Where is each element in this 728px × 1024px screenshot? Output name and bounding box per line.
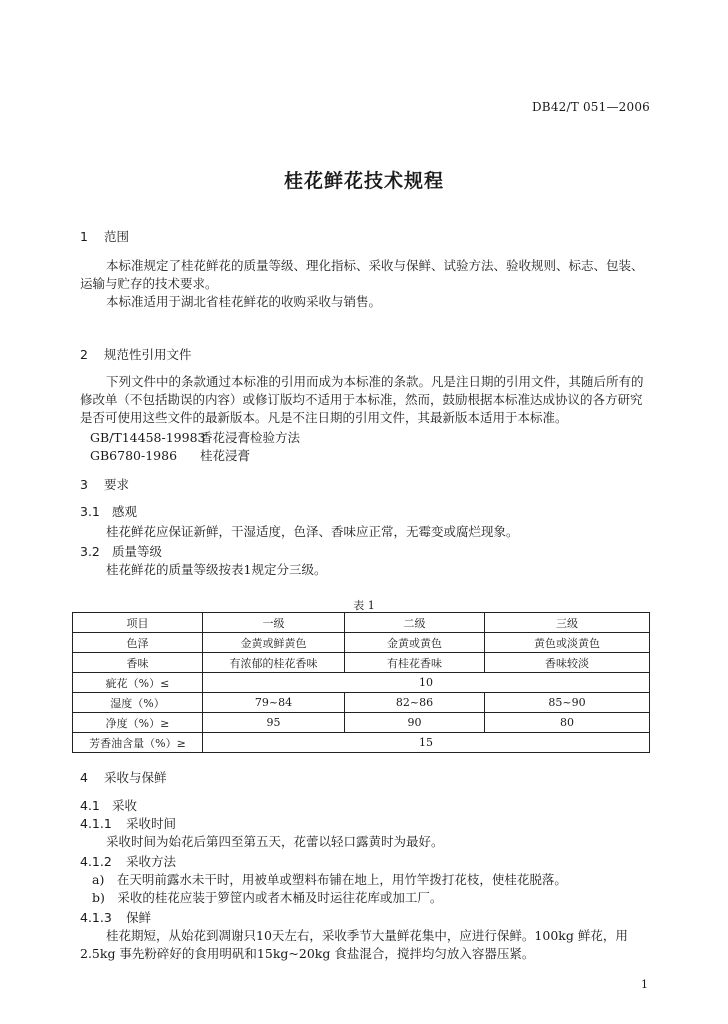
table-row xyxy=(73,633,650,653)
table-cell: 15 xyxy=(203,733,650,753)
table-cell: 90 xyxy=(345,713,485,733)
quality-grade-table xyxy=(72,612,650,753)
paragraph-line: 本标准规定了桂花鲜花的质量等级、理化指标、采收与保鲜、试验方法、验收规则、标志、包装、 xyxy=(106,258,644,273)
subsection-title: 感观 xyxy=(112,504,138,519)
section-1-heading xyxy=(80,227,129,245)
paragraph-line: 本标准适用于湖北省桂花鲜花的收购采收与销售。 xyxy=(106,294,382,309)
section-2-heading xyxy=(80,345,192,363)
table-header-cell: 三级 xyxy=(485,613,650,633)
subsection-number: 4.1 xyxy=(80,798,100,813)
table-cell: 芳香油含量（%）≥ xyxy=(73,733,203,753)
table-header-row xyxy=(73,613,650,633)
table-cell: 黄色或淡黄色 xyxy=(485,633,650,653)
section-number: 1 xyxy=(80,229,88,244)
subsection-title: 采收方法 xyxy=(126,854,177,869)
subsection-3-2-heading xyxy=(80,542,162,560)
table-header-cell: 二级 xyxy=(345,613,485,633)
table-cell: 85~90 xyxy=(485,693,650,713)
table-cell: 香味较淡 xyxy=(485,653,650,673)
reference-code: GB/T14458-19983 xyxy=(90,430,206,445)
subsection-number: 4.1.3 xyxy=(80,910,112,925)
table-cell: 79~84 xyxy=(203,693,345,713)
reference-name: 香花浸膏检验方法 xyxy=(200,430,301,445)
table-cell: 95 xyxy=(203,713,345,733)
subsection-4-1-3-heading xyxy=(80,908,151,926)
table-row xyxy=(73,733,650,753)
section-4-heading xyxy=(80,768,167,786)
table-cell: 色泽 xyxy=(73,633,203,653)
table-header-cell: 项目 xyxy=(73,613,203,633)
standard-code: DB42/T 051—2006 xyxy=(531,100,650,114)
paragraph-line: 桂花期短，从始花到凋谢只10天左右，采收季节大量鲜花集中，应进行保鲜。100kg 鲜花，用 xyxy=(106,928,628,943)
subsection-title: 质量等级 xyxy=(112,544,163,559)
paragraph-line: 修改单（不包括勘误的内容）或修订版均不适用于本标准，然而，鼓励根据本标准达成协议的各方研究 xyxy=(80,392,643,407)
subsection-title: 采收时间 xyxy=(126,816,177,831)
table-row xyxy=(73,713,650,733)
table-row xyxy=(73,673,650,693)
table-cell: 香味 xyxy=(73,653,203,673)
table-caption: 表 1 xyxy=(353,599,375,612)
subsection-number: 4.1.2 xyxy=(80,854,112,869)
document-title: 桂花鲜花技术规程 xyxy=(283,170,444,192)
section-title: 范围 xyxy=(104,229,130,244)
list-item: b) 采收的桂花应装于箩筐内或者木桶及时运往花库或加工厂。 xyxy=(92,890,443,905)
subsection-4-1-heading xyxy=(80,796,137,814)
table-cell: 金黄或鲜黄色 xyxy=(203,633,345,653)
table-cell: 有桂花香味 xyxy=(345,653,485,673)
subsection-title: 采收 xyxy=(112,798,138,813)
section-3-heading xyxy=(80,475,129,493)
section-title: 规范性引用文件 xyxy=(104,347,192,362)
table-cell: 金黄或黄色 xyxy=(345,633,485,653)
table-cell: 80 xyxy=(485,713,650,733)
section-title: 采收与保鲜 xyxy=(104,770,167,785)
section-number: 3 xyxy=(80,477,88,492)
table-header-cell: 一级 xyxy=(203,613,345,633)
subsection-title: 保鲜 xyxy=(126,910,152,925)
table-row xyxy=(73,653,650,673)
section-number: 2 xyxy=(80,347,88,362)
paragraph-line: 桂花鲜花应保证新鲜，干湿适度，色泽、香味应正常，无霉变或腐烂现象。 xyxy=(106,524,519,539)
table-cell: 湿度（%） xyxy=(73,693,203,713)
paragraph-line: 是否可使用这些文件的最新版本。凡是不注日期的引用文件，其最新版本适用于本标准。 xyxy=(80,410,568,425)
paragraph-line: 下列文件中的条款通过本标准的引用而成为本标准的条款。凡是注日期的引用文件，其随后所有的 xyxy=(106,374,644,389)
paragraph-line: 运输与贮存的技术要求。 xyxy=(80,276,218,291)
table-row xyxy=(73,693,650,713)
paragraph-line: 2.5kg 事先粉碎好的食用明矾和15kg~20kg 食盐混合，搅拌均匀放入容器压紧。 xyxy=(80,946,535,961)
subsection-number: 3.2 xyxy=(80,544,100,559)
paragraph-line: 桂花鲜花的质量等级按表1规定分三级。 xyxy=(106,562,327,577)
subsection-4-1-2-heading xyxy=(80,852,176,870)
list-item: a) 在天明前露水未干时，用被单或塑料布铺在地上，用竹竿拨打花枝，使桂花脱落。 xyxy=(92,872,567,887)
table-cell: 82~86 xyxy=(345,693,485,713)
table-cell: 10 xyxy=(203,673,650,693)
reference-item xyxy=(90,428,300,446)
subsection-4-1-1-heading xyxy=(80,814,176,832)
reference-item xyxy=(90,446,250,464)
paragraph-line: 采收时间为始花后第四至第五天，花蕾以轻口露黄时为最好。 xyxy=(106,834,444,849)
page-number: 1 xyxy=(641,978,648,991)
table-cell: 净度（%）≥ xyxy=(73,713,203,733)
section-title: 要求 xyxy=(104,477,130,492)
table-cell: 疵花（%）≤ xyxy=(73,673,203,693)
subsection-3-1-heading xyxy=(80,502,137,520)
reference-name: 桂花浸膏 xyxy=(200,448,251,463)
table-cell: 有浓郁的桂花香味 xyxy=(203,653,345,673)
reference-code: GB6780-1986 xyxy=(90,448,178,463)
subsection-number: 3.1 xyxy=(80,504,100,519)
subsection-number: 4.1.1 xyxy=(80,816,112,831)
section-number: 4 xyxy=(80,770,88,785)
